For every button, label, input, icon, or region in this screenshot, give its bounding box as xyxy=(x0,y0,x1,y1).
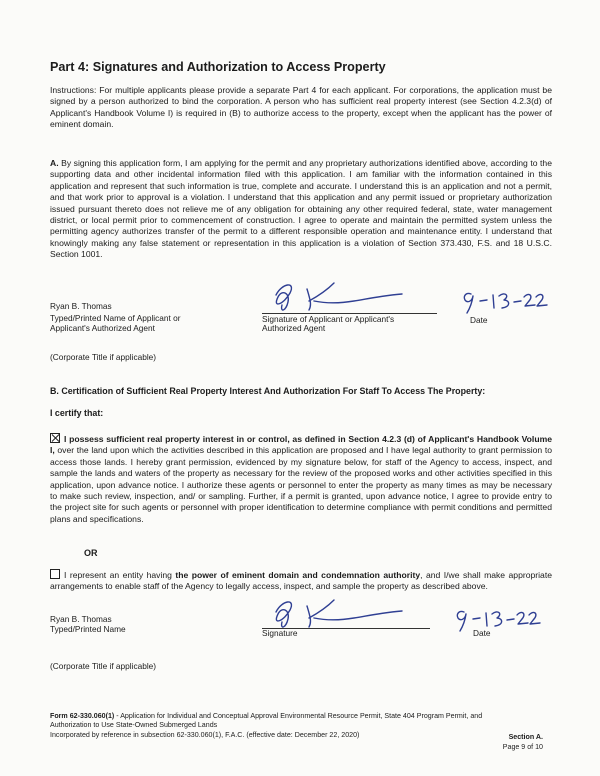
or-label: OR xyxy=(84,548,98,558)
corporate-title-a: (Corporate Title if applicable) xyxy=(50,352,157,362)
section-a-body: By signing this application form, I am applying for the permit and any proprietary authorizations identified above, according to the supporting data and other incidental information filed with this application. I am familiar with the information contained in this application and represent that such information is true, complete and accurate. I understand this is an application and not a permit, and that work prior to approval is a violation. I understand that this application and any permit issued or proprietary authorization issued pursuant thereto does not relieve me of any obligation for obtaining any other required federal, state, water management district, or local permit prior to commencement of construction. I agree to operate and maintain the permitted system unless the permitting agency authorizes transfer of the permit to a different responsible operation and maintenance entity. I understand that knowingly making any false statement or representation in this application is a violation of Section 373.430, F.S. and 18 U.S.C. Section 1001. xyxy=(50,158,552,260)
incorporated-text: Incorporated by reference in subsection 62-330.060(1), F.A.C. (effective date: December 22, 2020) xyxy=(50,731,360,739)
form-description-1: - Application for Individual and Conceptual Approval Environmental Resource Permit, State 404 Program Permit, and xyxy=(114,712,483,720)
option-2-pre: I represent an entity having xyxy=(64,570,176,580)
date-label-a: Date xyxy=(470,315,488,325)
option-1-text xyxy=(50,433,552,525)
handwritten-date-a xyxy=(455,284,550,318)
signature-label-b: Signature xyxy=(262,628,298,638)
handwritten-date-b xyxy=(448,602,548,636)
real-property-interest-checkbox[interactable] xyxy=(50,433,60,443)
option-1-bold: I possess sufficient real property interest in or control, as defined in Section 4.2.3 (d) of Applicant's Handbook Volume I, xyxy=(50,434,552,456)
page-number: Page 9 of 10 xyxy=(502,743,543,751)
section-a-label: A. xyxy=(50,158,59,168)
section-b-name: Ryan B. Thomas xyxy=(50,614,112,624)
page-title: Part 4: Signatures and Authorization to Access Property xyxy=(50,60,386,74)
signature-label-a-1: Signature of Applicant or Applicant's xyxy=(262,314,395,324)
option-1-body: over the land upon which the activities described in this application are proposed and I have legal authority to grant permission to access those lands. I hereby grant permission, evidenced by my signature below, for staff of the Agency to access, inspect, and sample the lands and waters of the property as necessary for the review of the proposed works and other activities specified in this application, upon advance notice. I authorize these agents or personnel to enter the property as many times as may be necessary to make such review, inspection, and/ or sampling. Further, if a permit is granted, upon advance notice, I agree to provide entry to the project site for such agents or personnel with proper identification to determine compliance with permit conditions and permitted plans and specifications. xyxy=(50,445,552,524)
certify-label: I certify that: xyxy=(50,408,104,418)
option-2-bold: the power of eminent domain and condemnation authority xyxy=(175,570,421,580)
option-2-text xyxy=(50,569,552,593)
corporate-title-b: (Corporate Title if applicable) xyxy=(50,661,157,671)
date-label-b: Date xyxy=(473,628,491,638)
instructions-text: Instructions: For multiple applicants please provide a separate Part 4 for each applicant. For corporations, the application must be signed by a person authorized to bind the corporation. A person who has sufficient real property interest (see Section 4.2.3(d) of Applicant's Handbook Volume I) is required in (B) to authorize access to the property, except when the applicant has the power of eminent domain. xyxy=(50,85,552,130)
section-a-text xyxy=(50,158,552,261)
signature-label-a-2: Authorized Agent xyxy=(262,323,326,333)
section-a-name-label-1: Typed/Printed Name of Applicant or xyxy=(50,313,181,323)
section-label: Section A. xyxy=(508,733,543,741)
option-2-body: , and I/we shall make appropriate arrangements to enable staff of the Agency to legally access, inspect, and sample the property as described above. xyxy=(50,570,553,592)
section-b-heading: B. Certification of Sufficient Real Property Interest And Authorization For Staff To Access The Property: xyxy=(50,386,486,396)
section-b-name-label: Typed/Printed Name xyxy=(50,624,126,634)
footer-form xyxy=(50,712,550,721)
section-a-name: Ryan B. Thomas xyxy=(50,301,112,311)
eminent-domain-checkbox[interactable] xyxy=(50,569,60,579)
signature-a xyxy=(262,277,432,315)
form-description-2: Authorization to Use State-Owned Submerged Lands xyxy=(50,721,218,729)
form-number: Form 62-330.060(1) xyxy=(50,712,115,720)
section-a-name-label-2: Applicant's Authorized Agent xyxy=(50,323,155,333)
